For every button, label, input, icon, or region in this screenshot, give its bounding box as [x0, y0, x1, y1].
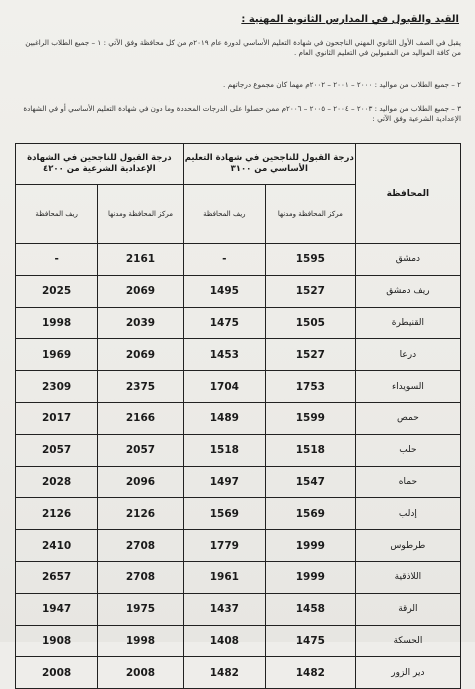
table-row: [16, 402, 461, 434]
governorate-name: طرطوس: [355, 530, 460, 562]
table-cell: 2126: [98, 498, 183, 530]
table-cell: 1518: [183, 434, 265, 466]
table-row: [16, 307, 461, 339]
governorate-name: حماه: [355, 466, 460, 498]
governorate-name: القنيطرة: [355, 307, 460, 339]
table-cell: 2057: [16, 434, 98, 466]
governorate-name: حمص: [355, 402, 460, 434]
table-cell: 1458: [265, 593, 355, 625]
table-cell: 1518: [265, 434, 355, 466]
governorate-name: ريف دمشق: [355, 275, 460, 307]
table-cell: 2017: [16, 402, 98, 434]
table-cell: 1779: [183, 530, 265, 562]
paragraph-1: يقبل في الصف الأول الثانوي المهني الناجحون في شهادة التعليم الأساسي لدورة عام ٢٠١٩م من كل محافظة وفق الآتي : ١ – جميع الطلاب الراغبين من كافة المواليد من المقبولين في التعليم الثانوي العام .: [25, 38, 461, 57]
document-heading: القيد والقبول في المدارس الثانوية المهنية :: [241, 14, 459, 25]
table-row: [16, 625, 461, 657]
table-row: [16, 339, 461, 371]
admission-table: [15, 143, 461, 689]
table-cell: 1489: [183, 402, 265, 434]
table-cell: 1999: [265, 561, 355, 593]
table-row: [16, 244, 461, 276]
governorate-name: اللاذقية: [355, 561, 460, 593]
table-cell: 2126: [16, 498, 98, 530]
table-body: [16, 244, 461, 689]
table-cell: 1569: [183, 498, 265, 530]
table-cell: 1999: [265, 530, 355, 562]
table-cell: -: [16, 244, 98, 276]
table-cell: 2161: [98, 244, 183, 276]
table-cell: 2028: [16, 466, 98, 498]
table-cell: 2375: [98, 371, 183, 403]
table-cell: 1475: [183, 307, 265, 339]
table-cell: 2708: [98, 561, 183, 593]
table-cell: 2039: [98, 307, 183, 339]
table-cell: 1453: [183, 339, 265, 371]
table-row: [16, 657, 461, 689]
table-cell: 1527: [265, 339, 355, 371]
paragraph-3: ٣ – جميع الطلاب من مواليد : ٢٠٠٣ – ٢٠٠٤ – ٢٠٠٥ – ٢٠٠٦م ممن حصلوا على الدرجات المحددة وما دون في شهادة التعليم الأساسي أو في الشهادة الإعدادية الشرعية وفق الآتي :: [23, 104, 461, 123]
table-cell: 1961: [183, 561, 265, 593]
table-cell: 2657: [16, 561, 98, 593]
table-row: [16, 593, 461, 625]
table-cell: 2708: [98, 530, 183, 562]
governorate-name: الحسكة: [355, 625, 460, 657]
paragraph-2: ٢ – جميع الطلاب من مواليد : ٢٠٠٠ – ٢٠٠١ – ٢٠٠٢م مهما كان مجموع درجاتهم .: [223, 80, 461, 89]
governorate-name: السويداء: [355, 371, 460, 403]
basic-education-header: درجة القبول للناجحين في شهادة التعليم الأساسي من ٣١٠٠: [183, 144, 355, 185]
governorate-name: إدلب: [355, 498, 460, 530]
table-cell: 2096: [98, 466, 183, 498]
religious-preparatory-header: درجة القبول للناجحين في الشهادة الإعدادية الشرعية من ٤٢٠٠: [16, 144, 184, 185]
governorate-name: درعا: [355, 339, 460, 371]
table-row: [16, 561, 461, 593]
table-cell: 1998: [98, 625, 183, 657]
governorate-header: المحافظة: [355, 144, 460, 244]
center-subheader: مركز المحافظة ومدنها: [98, 185, 183, 244]
table-cell: 2008: [98, 657, 183, 689]
table-cell: 2008: [16, 657, 98, 689]
table-cell: 2057: [98, 434, 183, 466]
table-cell: 1753: [265, 371, 355, 403]
table-cell: 1569: [265, 498, 355, 530]
table-cell: -: [183, 244, 265, 276]
table-cell: 1482: [183, 657, 265, 689]
table-row: [16, 371, 461, 403]
table-cell: 1497: [183, 466, 265, 498]
table-cell: 1998: [16, 307, 98, 339]
table-row: [16, 434, 461, 466]
table-cell: 2069: [98, 275, 183, 307]
governorate-name: دير الزور: [355, 657, 460, 689]
rural-subheader: ريف المحافظة: [16, 185, 98, 244]
table-cell: 1547: [265, 466, 355, 498]
table-cell: 2069: [98, 339, 183, 371]
table-cell: 1482: [265, 657, 355, 689]
table-cell: 1495: [183, 275, 265, 307]
table-cell: 1437: [183, 593, 265, 625]
center-subheader: مركز المحافظة ومدنها: [265, 185, 355, 244]
table-cell: 1408: [183, 625, 265, 657]
table-cell: 1947: [16, 593, 98, 625]
table-cell: 2309: [16, 371, 98, 403]
table-cell: 1595: [265, 244, 355, 276]
rural-subheader: ريف المحافظة: [183, 185, 265, 244]
table-cell: 2410: [16, 530, 98, 562]
governorate-name: دمشق: [355, 244, 460, 276]
table-cell: 1704: [183, 371, 265, 403]
table-cell: 1975: [98, 593, 183, 625]
table-cell: 1527: [265, 275, 355, 307]
governorate-name: حلب: [355, 434, 460, 466]
table-cell: 1969: [16, 339, 98, 371]
table-row: [16, 498, 461, 530]
table-cell: 1599: [265, 402, 355, 434]
table-cell: 1505: [265, 307, 355, 339]
governorate-name: الرقة: [355, 593, 460, 625]
table-cell: 2166: [98, 402, 183, 434]
table-row: [16, 530, 461, 562]
table-cell: 2025: [16, 275, 98, 307]
table-cell: 1475: [265, 625, 355, 657]
table-cell: 1908: [16, 625, 98, 657]
table-row: [16, 275, 461, 307]
table-row: [16, 466, 461, 498]
